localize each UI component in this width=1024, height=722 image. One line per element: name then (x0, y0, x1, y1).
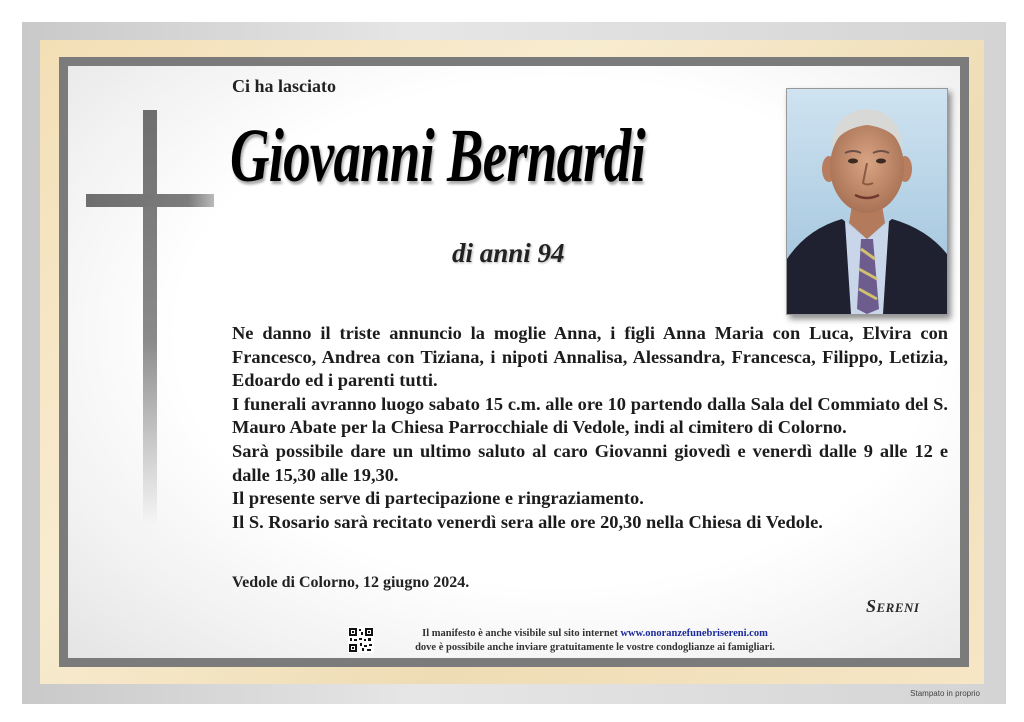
qr-code-icon[interactable] (348, 627, 374, 653)
website-link[interactable]: www.onoranzefunebrisereni.com (620, 628, 768, 639)
funeral-home-signature: Sereni (866, 596, 920, 616)
funeral-paragraph: I funerali avranno luogo sabato 15 c.m. alle ore 10 partendo dalla Sala del Commiato del S. Mauro Abate per la Chiesa Parrocchiale di Vedole, indi al cimitero di Colorno. (232, 393, 948, 438)
deceased-name: Giovanni Bernardi (230, 114, 645, 198)
portrait-illustration (787, 89, 947, 314)
website-notice-line2: dove è possibile anche inviare gratuitamente le vostre condoglianze ai famigliari. (415, 642, 775, 653)
website-notice-prefix: Il manifesto è anche visibile sul sito internet (422, 628, 618, 639)
place-date: Vedole di Colorno, 12 giugno 2024. (232, 574, 470, 591)
website-notice (383, 627, 807, 655)
deceased-age: di anni 94 (452, 238, 565, 268)
intro-text: Ci ha lasciato (232, 76, 337, 96)
thanks-paragraph: Il presente serve di partecipazione e ringraziamento. (232, 488, 644, 509)
cross-vertical-bar (143, 110, 157, 525)
announcement-text (232, 322, 948, 534)
portrait-photo (786, 88, 948, 315)
printed-note: Stampato in proprio (910, 689, 980, 698)
family-paragraph: Ne danno il triste annuncio la moglie Anna, i figli Anna Maria con Luca, Elvira con Francesco, Andrea con Tiziana, i nipoti Annalisa, Alessandra, Francesca, Filippo, Letizia, Edoardo ed i parenti tutti. (232, 323, 948, 391)
cross-horizontal-bar (86, 194, 214, 207)
rosary-paragraph: Il S. Rosario sarà recitato venerdì sera alle ore 20,30 nella Chiesa di Vedole. (232, 511, 823, 532)
visitation-paragraph: Sarà possibile dare un ultimo saluto al caro Giovanni giovedì e venerdì dalle 9 alle 12 e dalle 15,30 alle 19,30. (232, 440, 948, 485)
